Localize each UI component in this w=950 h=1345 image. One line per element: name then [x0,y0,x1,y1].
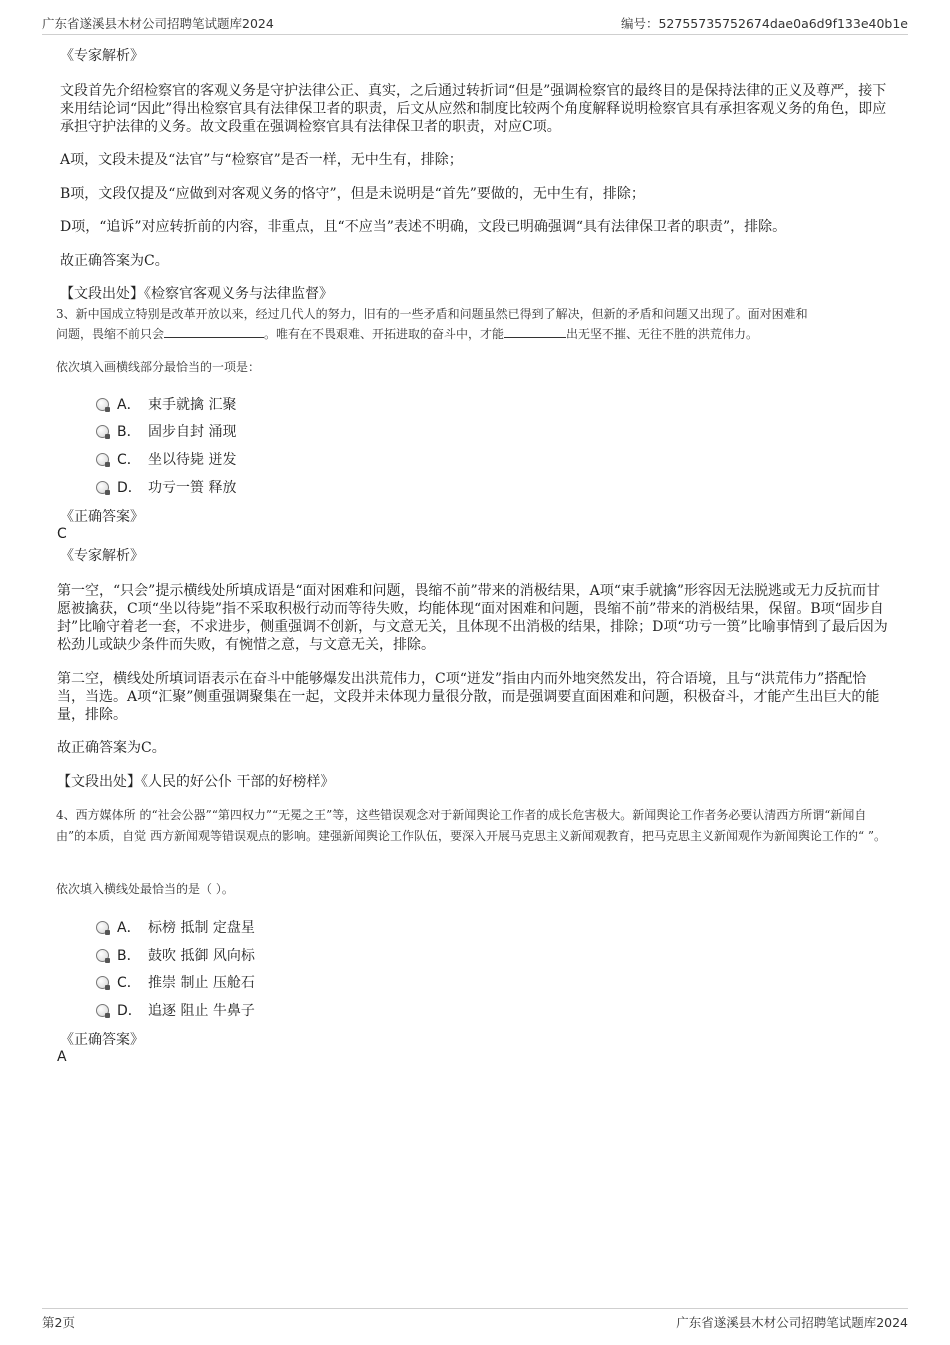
page-number: 第2页 [42,1315,75,1330]
q3-analysis-paragraph-2: 第二空，横线处所填词语表示在奋斗中能够爆发出洪荒伟力，C项“迸发”指由内而外地突然发出，符合语境，且与“洪荒伟力”搭配恰当，当选。A项“汇聚”侧重强调聚集在一起，文段并未体现力量很分散，而是强调要直面困难和问题，积极奋斗，才能产生出巨大的能量，排除。 [57,671,880,723]
option-letter: D． [117,1003,142,1019]
q2-analysis-option-d: D项，“追诉”对应转折前的内容，非重点，且“不应当”表述不明确，文段已明确强调“具有法律保卫者的职责”，排除。 [60,219,787,235]
q3-source: 【文段出处】《人民的好公仆 干部的好榜样》 [57,774,335,790]
option-letter: D． [117,480,142,496]
radio-icon[interactable] [96,425,109,438]
option-text: 束手就擒 汇聚 [148,397,237,413]
option-letter: C． [117,452,141,468]
q3-conclusion: 故正确答案为C。 [57,740,166,756]
q2-analysis-paragraph: 文段首先介绍检察官的客观义务是守护法律公正、真实，之后通过转折词“但是”强调检察官的最终目的是保持法律的正义及尊严，接下来用结论词“因此”得出检察官具有法律保卫者的职责，后文从应然和制度比较两个角度解释说明检察官具有承担客观义务的角色，即应承担守护法律的义务。故文段重在强调检察官具有法律保卫者的职责，对应C项。 [60,83,887,135]
option-letter: C． [117,975,141,991]
q2-source: 【文段出处】《检察官客观义务与法律监督》 [60,286,333,302]
q2-analysis-option-a: A项，文段未提及“法官”与“检察官”是否一样，无中生有，排除； [60,152,463,168]
option-text: 功亏一篑 释放 [148,480,237,496]
q3-answer: C [57,526,67,542]
option-letter: B． [117,948,141,964]
q4-prompt: 依次填入横线处最恰当的是（ ）。 [56,882,234,896]
option-text: 坐以待毙 迸发 [148,452,237,468]
option-text: 固步自封 涌现 [148,424,237,440]
q3-prompt: 依次填入画横线部分最恰当的一项是： [56,360,261,374]
header-divider [42,34,908,35]
radio-icon[interactable] [96,921,109,934]
option-text: 鼓吹 抵御 风向标 [148,948,255,964]
header-title: 广东省遂溪县木材公司招聘笔试题库2024 [42,16,274,31]
q3-answer-heading: 《正确答案》 [60,509,144,525]
q3-stem-part-c: 出无坚不摧、无往不胜的洪荒伟力。 [566,327,759,341]
radio-icon[interactable] [96,1004,109,1017]
radio-icon[interactable] [96,976,109,989]
footer-divider [42,1308,908,1309]
q3-stem-part-a: 问题，畏缩不前只会 [56,327,165,341]
q4-answer: A [57,1049,67,1065]
q3-blank-2 [504,325,566,338]
radio-icon[interactable] [96,481,109,494]
option-text: 标榜 抵制 定盘星 [148,920,255,936]
q2-analysis-option-b: B项，文段仅提及“应做到对客观义务的恪守”，但是未说明是“首先”要做的，无中生有，排除； [60,186,645,202]
q3-analysis-heading: 《专家解析》 [60,548,144,564]
option-text: 追逐 阻止 牛鼻子 [148,1003,255,1019]
radio-icon[interactable] [96,949,109,962]
q3-blank-1 [164,325,264,338]
q2-analysis-heading: 《专家解析》 [60,48,144,64]
header-serial: 编号：52755735752674dae0a6d9f133e40b1e [620,16,908,31]
footer-title: 广东省遂溪县木材公司招聘笔试题库2024 [676,1315,908,1330]
page-header [42,14,908,30]
q4-answer-heading: 《正确答案》 [60,1032,144,1048]
option-text: 推崇 制止 压舱石 [148,975,255,991]
q4-stem: 4、西方媒体所 的“社会公器”“第四权力”“无冕之王”等，这些错误观念对于新闻舆论工作者的成长危害极大。新闻舆论工作者务必要认清西方所谓“新闻自由”的本质，自觉 西方新闻观等错误观点的影响。建强新闻舆论工作队伍，要深入开展马克思主义新闻观教育，把马克思主义新闻观作为新闻舆论工作的“ ”。 [56,808,887,843]
radio-icon[interactable] [96,453,109,466]
radio-icon[interactable] [96,398,109,411]
q3-stem-line1: 3、新中国成立特别是改革开放以来，经过几代人的努力，旧有的一些矛盾和问题虽然已得到了解决，但新的矛盾和问题又出现了。面对困难和 [56,307,808,321]
option-letter: A． [117,397,141,413]
q3-stem-part-b: 。唯有在不畏艰难、开拓进取的奋斗中，才能 [264,327,505,341]
q2-conclusion: 故正确答案为C。 [60,253,169,269]
q3-stem-line2 [56,325,758,343]
option-letter: B． [117,424,141,440]
q3-analysis-paragraph-1: 第一空，“只会”提示横线处所填成语是“面对困难和问题，畏缩不前”带来的消极结果，A项“束手就擒”形容因无法脱逃或无力反抗而甘愿被擒获，C项“坐以待毙”指不采取积极行动而等待失败，均能体现“面对困难和问题，畏缩不前”带来的消极结果，保留。B项“固步自封”比喻守着老一套，不求进步，侧重强调不创新，与文意无关，且体现不出消极的结果，排除；D项“功亏一篑”比喻事情到了最后因为松劲儿或缺少条件而失败，有惋惜之意，与文意无关，排除。 [57,583,888,653]
option-letter: A． [117,920,141,936]
